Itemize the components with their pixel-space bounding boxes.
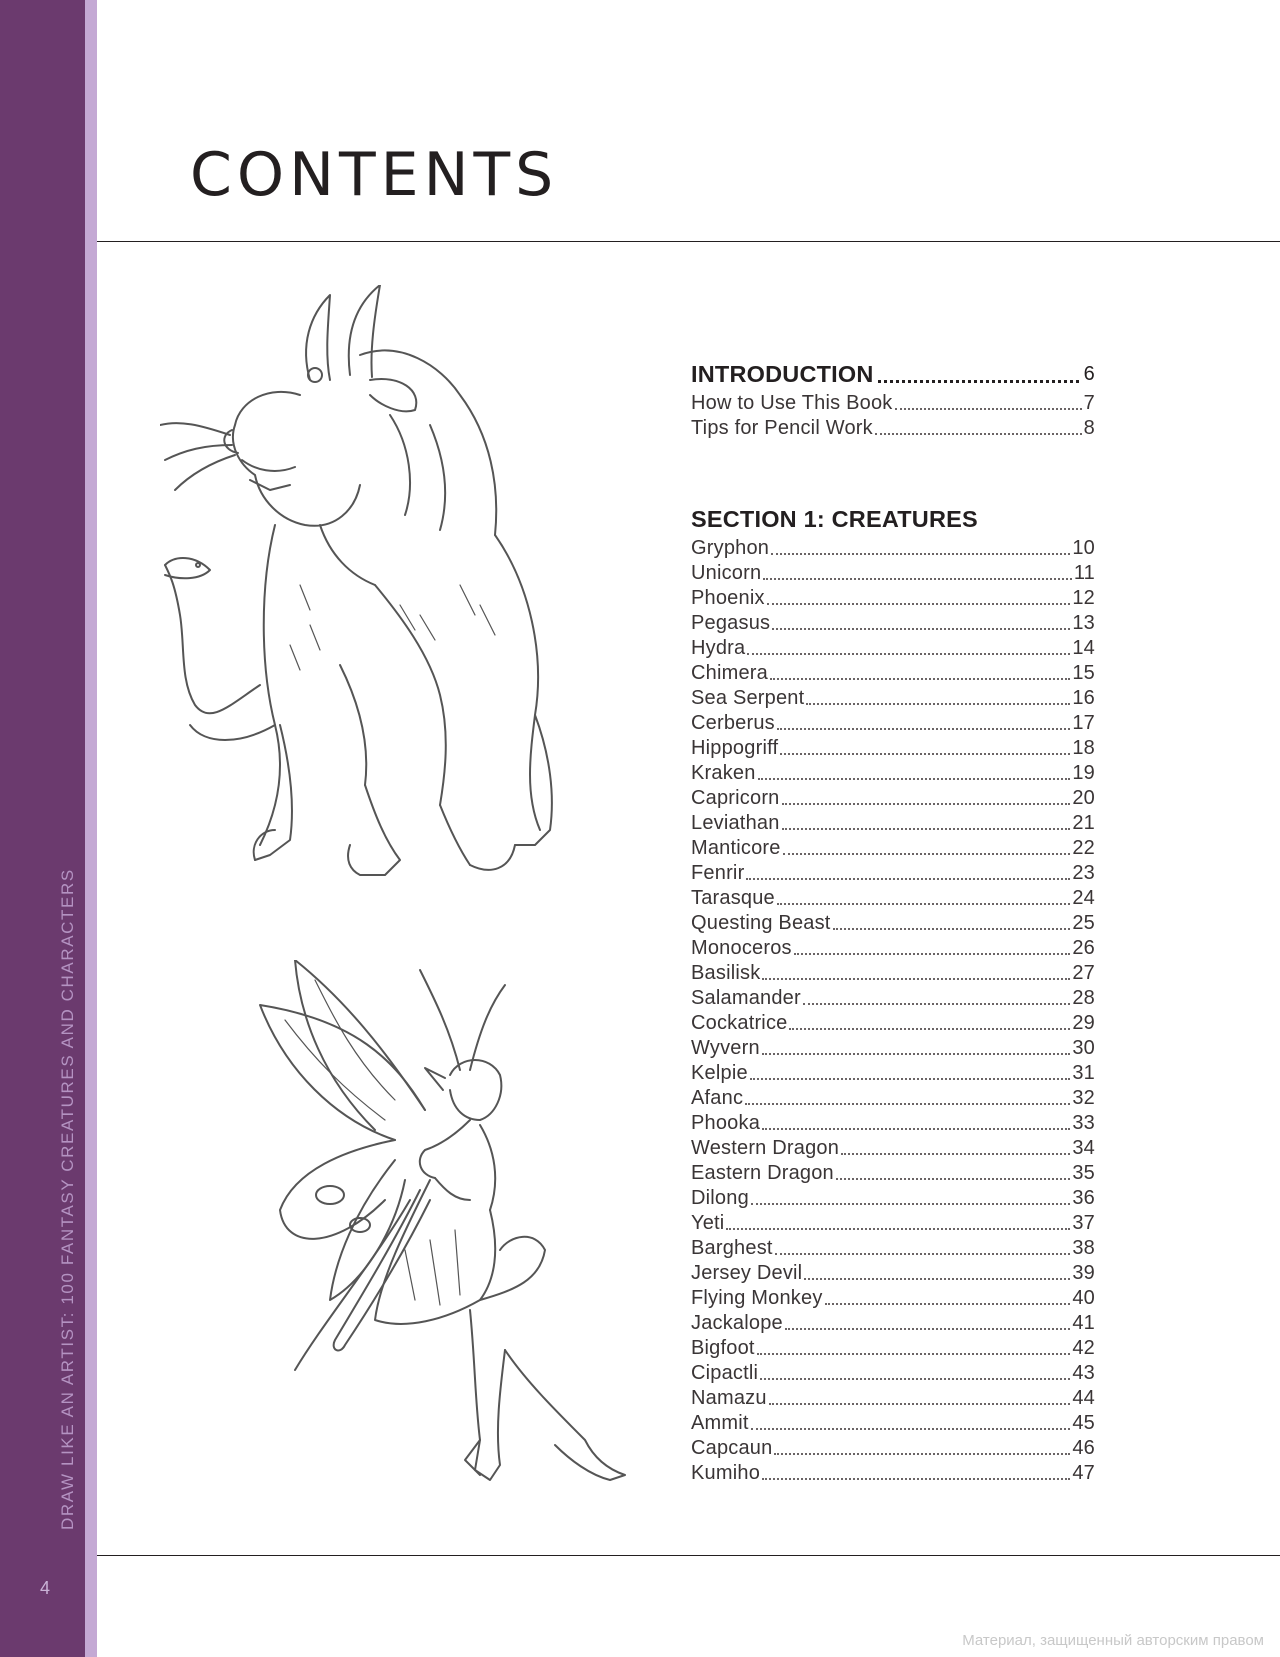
toc-entry-name: Barghest [691, 1237, 773, 1259]
toc-entry-name: Gryphon [691, 537, 770, 559]
toc-entry-page: 37 [1072, 1212, 1095, 1234]
toc-entry-name: Sea Serpent [691, 687, 805, 709]
toc-entry-name: Dilong [691, 1187, 749, 1209]
toc-entry-name: Ammit [691, 1412, 749, 1434]
toc-entry[interactable] [691, 1261, 1095, 1286]
toc-entry[interactable] [691, 1186, 1095, 1211]
toc-entry-name: How to Use This Book [691, 392, 893, 414]
toc-entry[interactable] [691, 911, 1095, 936]
toc-entry[interactable] [691, 1436, 1095, 1461]
toc-entry[interactable] [691, 1286, 1095, 1311]
toc-entry-name: Leviathan [691, 812, 780, 834]
dot-leader [763, 578, 1072, 580]
toc-entry-name: Phooka [691, 1112, 761, 1134]
toc-entry-page: 47 [1072, 1462, 1095, 1484]
toc-entry-page: 14 [1072, 637, 1095, 659]
dot-leader [767, 603, 1071, 605]
table-of-contents [691, 358, 1095, 1486]
toc-entry-name: Eastern Dragon [691, 1162, 834, 1184]
dot-leader [769, 1403, 1071, 1405]
toc-entry-page: 15 [1072, 662, 1095, 684]
dot-leader [803, 1003, 1071, 1005]
introduction-entry-list [691, 391, 1095, 441]
dot-leader [762, 978, 1070, 980]
toc-entry[interactable] [691, 811, 1095, 836]
dot-leader [747, 653, 1070, 655]
toc-entry[interactable] [691, 1161, 1095, 1186]
page-number: 4 [40, 1578, 51, 1598]
toc-entry-name: Tips for Pencil Work [691, 417, 873, 439]
toc-entry-name: Afanc [691, 1087, 744, 1109]
toc-entry-page: 8 [1083, 417, 1095, 439]
dot-leader [785, 1328, 1070, 1330]
toc-entry[interactable] [691, 936, 1095, 961]
dot-leader [794, 953, 1071, 955]
toc-entry-page: 44 [1072, 1387, 1095, 1409]
toc-entry-name: Cerberus [691, 712, 775, 734]
section-1-heading[interactable]: SECTION 1: CREATURES [691, 506, 978, 532]
toc-entry-name: Salamander [691, 987, 801, 1009]
toc-entry[interactable] [691, 636, 1095, 661]
toc-entry[interactable] [691, 986, 1095, 1011]
toc-entry-name: Jackalope [691, 1312, 783, 1334]
toc-entry-page: 13 [1072, 612, 1095, 634]
toc-entry[interactable] [691, 736, 1095, 761]
toc-entry-name: Pegasus [691, 612, 771, 634]
toc-entry-name: Hippogriff [691, 737, 779, 759]
toc-entry-name: Basilisk [691, 962, 761, 984]
dot-leader [751, 1428, 1071, 1430]
toc-entry-page: 35 [1072, 1162, 1095, 1184]
toc-entry-name: Unicorn [691, 562, 762, 584]
toc-entry-page: 36 [1072, 1187, 1095, 1209]
dot-leader [782, 803, 1071, 805]
toc-entry[interactable] [691, 1361, 1095, 1386]
toc-entry-page: 30 [1072, 1037, 1095, 1059]
toc-entry-page: 10 [1072, 537, 1095, 559]
toc-entry[interactable] [691, 1311, 1095, 1336]
bottom-divider [97, 1555, 1280, 1556]
toc-entry-name: Phoenix [691, 587, 765, 609]
toc-entry-name: Yeti [691, 1212, 725, 1234]
spine-accent-bar [85, 0, 97, 1657]
dot-leader [875, 433, 1082, 435]
toc-entry[interactable] [691, 611, 1095, 636]
toc-entry-page: 28 [1072, 987, 1095, 1009]
toc-entry-page: 26 [1072, 937, 1095, 959]
toc-entry-page: 17 [1072, 712, 1095, 734]
toc-entry-page: 11 [1073, 562, 1095, 584]
toc-entry-name: Fenrir [691, 862, 745, 884]
toc-entry-name: Chimera [691, 662, 768, 684]
dot-leader [804, 1278, 1070, 1280]
toc-entry-page: 16 [1072, 687, 1095, 709]
toc-entry-name: Kumiho [691, 1462, 761, 1484]
toc-entry[interactable] [691, 416, 1095, 441]
toc-entry[interactable] [691, 1336, 1095, 1361]
dot-leader [780, 753, 1070, 755]
toc-entry[interactable] [691, 1011, 1095, 1036]
running-book-title: DRAW LIKE AN ARTIST: 100 FANTASY CREATURES AND CHARACTERS [58, 868, 77, 1530]
toc-entry-name: Kelpie [691, 1062, 748, 1084]
dot-leader [762, 1478, 1070, 1480]
dot-leader [806, 703, 1070, 705]
toc-entry[interactable] [691, 836, 1095, 861]
toc-entry-page: 32 [1072, 1087, 1095, 1109]
dot-leader [895, 408, 1082, 410]
fairy-sketch-icon [255, 960, 655, 1520]
dot-leader [777, 728, 1070, 730]
toc-entry[interactable] [691, 1136, 1095, 1161]
toc-entry[interactable] [691, 886, 1095, 911]
toc-entry-name: Hydra [691, 637, 746, 659]
copyright-watermark: Материал, защищенный авторским правом [962, 1632, 1264, 1649]
toc-entry-name: Bigfoot [691, 1337, 755, 1359]
toc-entry-page: 46 [1072, 1437, 1095, 1459]
toc-entry-name: Western Dragon [691, 1137, 840, 1159]
dot-leader [746, 878, 1070, 880]
toc-entry-page: 39 [1072, 1262, 1095, 1284]
toc-entry[interactable] [691, 1111, 1095, 1136]
toc-entry-page: 31 [1072, 1062, 1095, 1084]
toc-entry[interactable] [691, 1211, 1095, 1236]
toc-entry-name: Questing Beast [691, 912, 831, 934]
toc-entry-page: 34 [1072, 1137, 1095, 1159]
toc-entry[interactable] [691, 536, 1095, 561]
toc-entry[interactable] [691, 561, 1095, 586]
toc-entry-name: Kraken [691, 762, 756, 784]
toc-entry-page: 23 [1072, 862, 1095, 884]
toc-entry-name: Flying Monkey [691, 1287, 823, 1309]
dot-leader [783, 853, 1071, 855]
dot-leader [771, 553, 1070, 555]
top-divider [97, 241, 1280, 242]
toc-entry-page: 25 [1072, 912, 1095, 934]
dot-leader [758, 778, 1071, 780]
toc-entry[interactable] [691, 1036, 1095, 1061]
toc-entry-name: Namazu [691, 1387, 767, 1409]
toc-entry-page: 45 [1072, 1412, 1095, 1434]
toc-entry-page: 27 [1072, 962, 1095, 984]
toc-entry-page: 24 [1072, 887, 1095, 909]
toc-entry-page: 12 [1072, 587, 1095, 609]
introduction-page: 6 [1083, 363, 1095, 385]
dot-leader [760, 1378, 1070, 1380]
lion-goat-chimera-sketch-icon [160, 285, 600, 935]
dot-leader [750, 1078, 1071, 1080]
toc-entry-page: 18 [1072, 737, 1095, 759]
toc-introduction-heading[interactable] [691, 358, 1095, 391]
toc-entry-name: Manticore [691, 837, 781, 859]
toc-entry-page: 42 [1072, 1337, 1095, 1359]
toc-entry-page: 22 [1072, 837, 1095, 859]
toc-entry[interactable] [691, 1236, 1095, 1261]
toc-entry-name: Capricorn [691, 787, 780, 809]
toc-entry-page: 40 [1072, 1287, 1095, 1309]
dot-leader [774, 1453, 1070, 1455]
dot-leader [833, 928, 1071, 930]
toc-entry-page: 19 [1072, 762, 1095, 784]
dot-leader [726, 1228, 1070, 1230]
dot-leader [775, 1253, 1071, 1255]
dot-leader [751, 1203, 1070, 1205]
toc-entry-page: 33 [1072, 1112, 1095, 1134]
toc-entry-name: Monoceros [691, 937, 792, 959]
toc-entry[interactable] [691, 1386, 1095, 1411]
dot-leader [841, 1153, 1070, 1155]
toc-entry-name: Tarasque [691, 887, 775, 909]
page-title: CONTENTS [190, 140, 559, 210]
section-1-entry-list [691, 536, 1095, 1486]
toc-entry[interactable] [691, 861, 1095, 886]
toc-entry[interactable] [691, 1086, 1095, 1111]
dot-leader [745, 1103, 1070, 1105]
toc-entry-page: 43 [1072, 1362, 1095, 1384]
toc-entry-name: Wyvern [691, 1037, 760, 1059]
toc-entry[interactable] [691, 761, 1095, 786]
toc-entry[interactable] [691, 391, 1095, 416]
toc-entry[interactable] [691, 711, 1095, 736]
dot-leader [789, 1028, 1070, 1030]
toc-entry[interactable] [691, 961, 1095, 986]
dot-leader [772, 628, 1070, 630]
dot-leader [757, 1353, 1071, 1355]
dot-leader [782, 828, 1071, 830]
toc-entry[interactable] [691, 786, 1095, 811]
toc-entry[interactable] [691, 1061, 1095, 1086]
toc-entry-page: 38 [1072, 1237, 1095, 1259]
toc-entry[interactable] [691, 1411, 1095, 1436]
toc-entry-page: 41 [1072, 1312, 1095, 1334]
toc-entry-page: 29 [1072, 1012, 1095, 1034]
toc-entry[interactable] [691, 1461, 1095, 1486]
toc-entry-name: Cipactli [691, 1362, 759, 1384]
toc-entry-name: Capcaun [691, 1437, 773, 1459]
dot-leader [762, 1053, 1071, 1055]
toc-entry[interactable] [691, 661, 1095, 686]
dot-leader [762, 1128, 1070, 1130]
toc-entry-name: Cockatrice [691, 1012, 788, 1034]
dot-leader [777, 903, 1070, 905]
dot-leader [825, 1303, 1071, 1305]
dot-leader [836, 1178, 1070, 1180]
dot-leader [878, 380, 1079, 383]
toc-entry-page: 7 [1083, 392, 1095, 414]
toc-entry-page: 20 [1072, 787, 1095, 809]
toc-entry-name: Jersey Devil [691, 1262, 803, 1284]
dot-leader [770, 678, 1070, 680]
toc-entry-page: 21 [1072, 812, 1095, 834]
toc-entry[interactable] [691, 686, 1095, 711]
toc-entry[interactable] [691, 586, 1095, 611]
introduction-title: INTRODUCTION [691, 361, 874, 387]
